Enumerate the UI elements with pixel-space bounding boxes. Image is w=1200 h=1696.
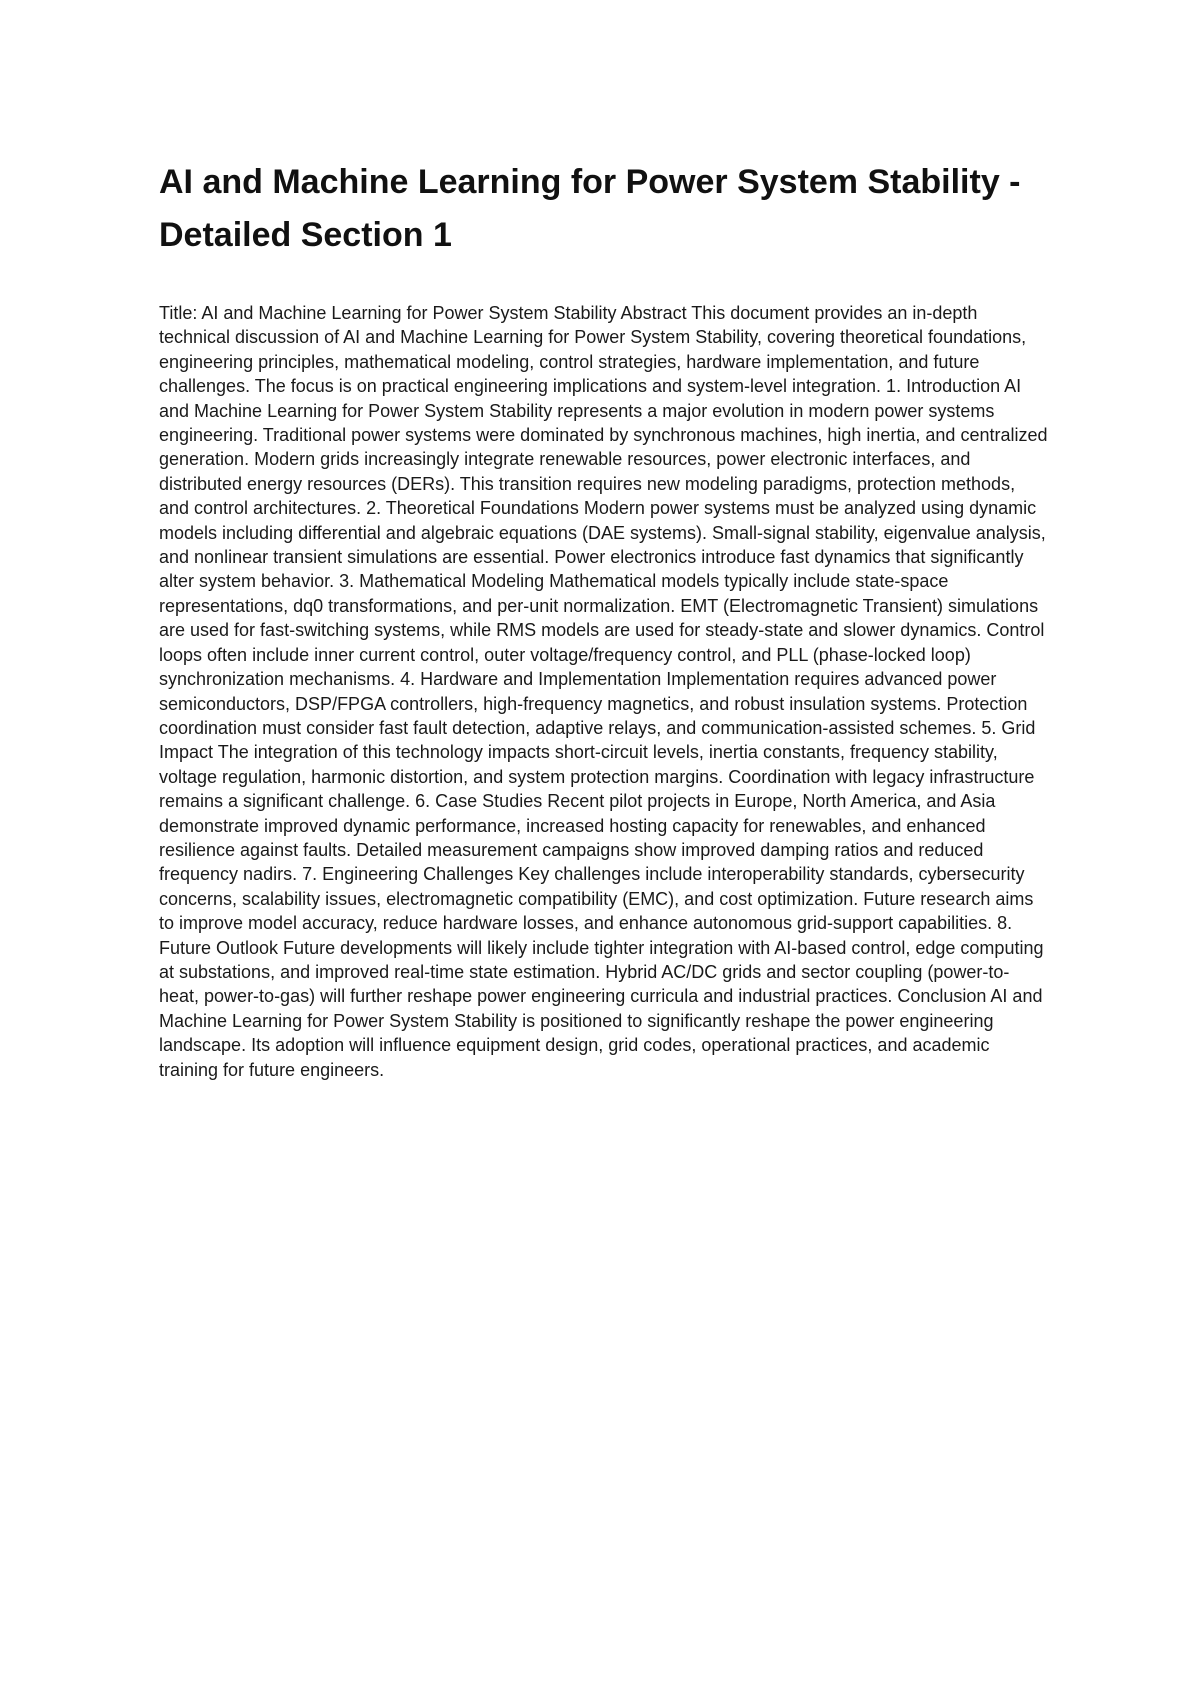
document-title: AI and Machine Learning for Power System Stability - Detailed Section 1	[159, 163, 1021, 254]
document-body-text: Title: AI and Machine Learning for Power System Stability Abstract This document provides an in-depth technical discussion of AI and Machine Learning for Power System Stability, covering theoretical foundations, engineering principles, mathematical modeling, control strategies, hardware implementation, and future challenges. The focus is on practical engineering implications and system-level integration. 1. Introduction AI and Machine Learning for Power System Stability represents a major evolution in modern power systems engineering. Traditional power systems were dominated by synchronous machines, high inertia, and centralized generation. Modern grids increasingly integrate renewable resources, power electronic interfaces, and distributed energy resources (DERs). This transition requires new modeling paradigms, protection methods, and control architectures. 2. Theoretical Foundations Modern power systems must be analyzed using dynamic models including differential and algebraic equations (DAE systems). Small-signal stability, eigenvalue analysis, and nonlinear transient simulations are essential. Power electronics introduce fast dynamics that significantly alter system behavior. 3. Mathematical Modeling Mathematical models typically include state-space representations, dq0 transformations, and per-unit normalization. EMT (Electromagnetic Transient) simulations are used for fast-switching systems, while RMS models are used for steady-state and slower dynamics. Control loops often include inner current control, outer voltage/frequency control, and PLL (phase-locked loop) synchronization mechanisms. 4. Hardware and Implementation Implementation requires advanced power semiconductors, DSP/FPGA controllers, high-frequency magnetics, and robust insulation systems. Protection coordination must consider fast fault detection, adaptive relays, and communication-assisted schemes. 5. Grid Impact The integration of this technology impacts short-circuit levels, inertia constants, frequency stability, voltage regulation, harmonic distortion, and system protection margins. Coordination with legacy infrastructure remains a significant challenge. 6. Case Studies Recent pilot projects in Europe, North America, and Asia demonstrate improved dynamic performance, increased hosting capacity for renewables, and enhanced resilience against faults. Detailed measurement campaigns show improved damping ratios and reduced frequency nadirs. 7. Engineering Challenges Key challenges include interoperability standards, cybersecurity concerns, scalability issues, electromagnetic compatibility (EMC), and cost optimization. Future research aims to improve model accuracy, reduce hardware losses, and enhance autonomous grid-support capabilities. 8. Future Outlook Future developments will likely include tighter integration with AI-based control, edge computing at substations, and improved real-time state estimation. Hybrid AC/DC grids and sector coupling (power-to-heat, power-to-gas) will further reshape power engineering curricula and industrial practices. Conclusion AI and Machine Learning for Power System Stability is positioned to significantly reshape the power engineering landscape. Its adoption will influence equipment design, grid codes, operational practices, and academic training for future engineers.	[159, 303, 1048, 1080]
